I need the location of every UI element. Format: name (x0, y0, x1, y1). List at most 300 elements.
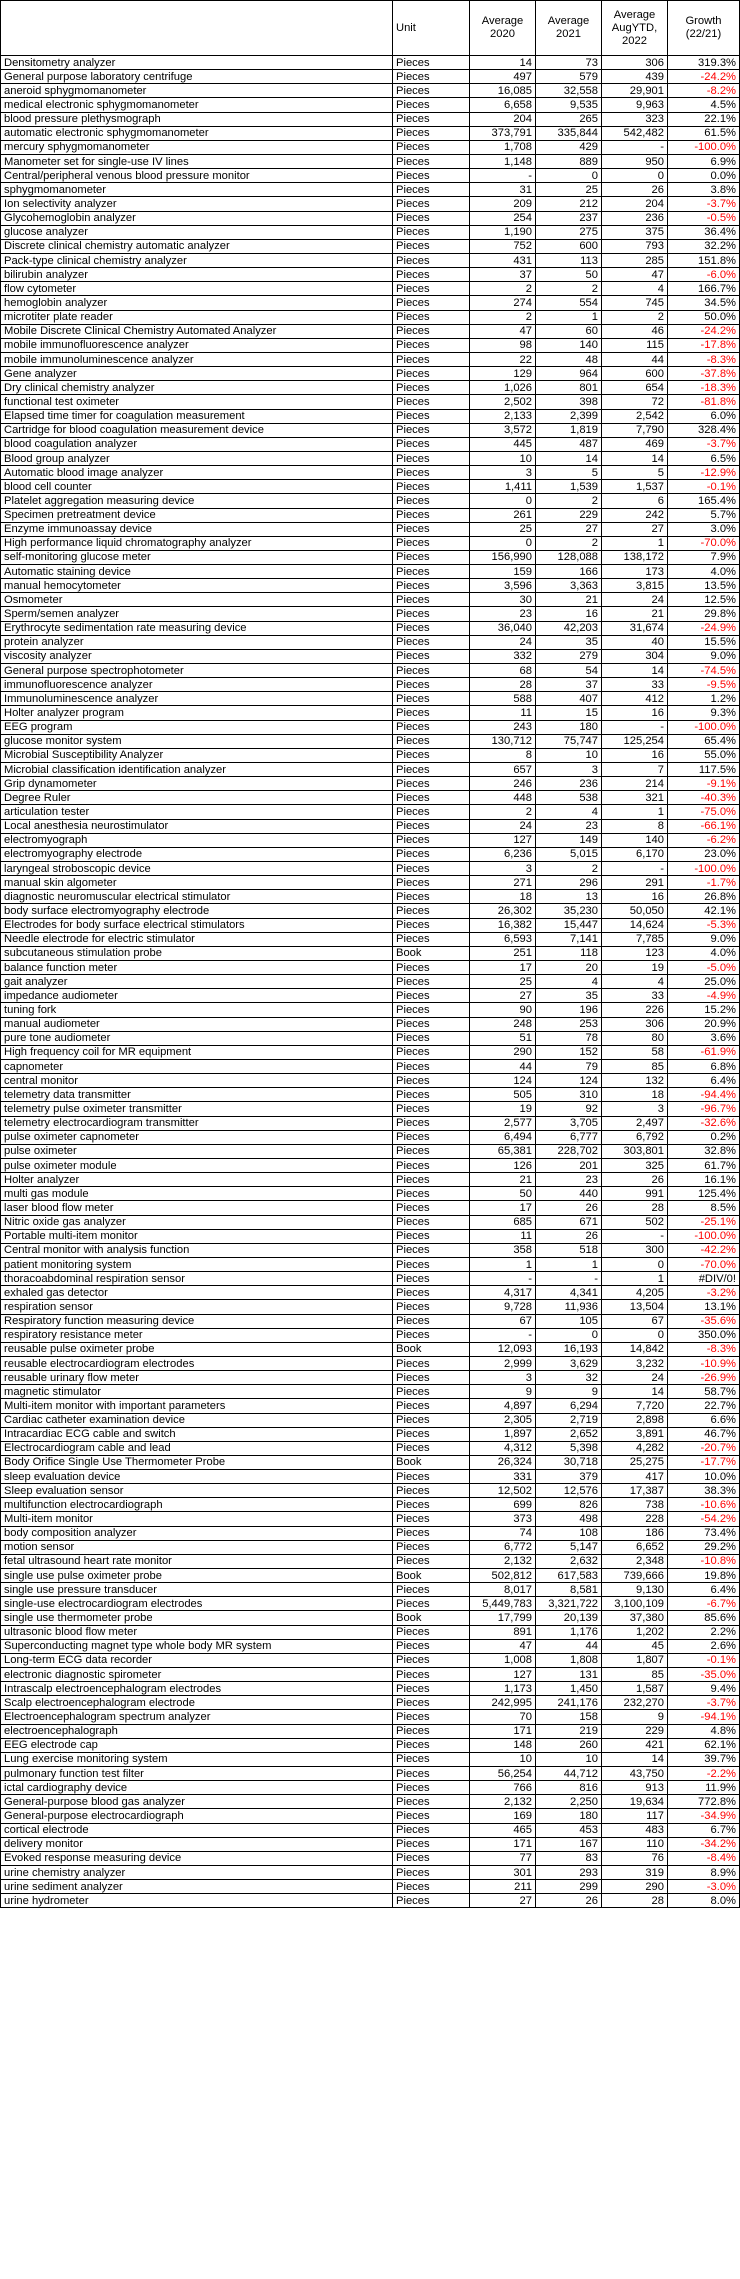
unit-cell: Book (393, 1342, 470, 1356)
average-2021-cell: 9 (536, 1385, 602, 1399)
item-name-cell: Blood group analyzer (1, 451, 393, 465)
average-2021-cell: 2,632 (536, 1554, 602, 1568)
table-row (1, 1300, 740, 1314)
item-name-cell: telemetry electrocardiogram transmitter (1, 1116, 393, 1130)
average-2020-cell: 24 (470, 635, 536, 649)
average-2021-cell: 1 (536, 1257, 602, 1271)
item-name-cell: bilirubin analyzer (1, 268, 393, 282)
growth-cell: -18.3% (668, 381, 740, 395)
table-row (1, 621, 740, 635)
table-row (1, 310, 740, 324)
item-name-cell: Microbial classification identification analyzer (1, 763, 393, 777)
item-name-cell: laser blood flow meter (1, 1201, 393, 1215)
item-name-cell: mercury sphygmomanometer (1, 140, 393, 154)
average-2021-cell: 4,341 (536, 1286, 602, 1300)
item-name-cell: capnometer (1, 1059, 393, 1073)
item-name-cell: central monitor (1, 1074, 393, 1088)
unit-cell: Pieces (393, 579, 470, 593)
item-name-cell: Holter analyzer program (1, 706, 393, 720)
average-augytd-2022-cell: 4,282 (602, 1441, 668, 1455)
unit-cell: Pieces (393, 1158, 470, 1172)
item-name-cell: Local anesthesia neurostimulator (1, 819, 393, 833)
table-row (1, 1158, 740, 1172)
average-2021-cell: 600 (536, 239, 602, 253)
average-2020-cell: 18 (470, 890, 536, 904)
average-2021-cell: 158 (536, 1710, 602, 1724)
average-2021-cell: 260 (536, 1738, 602, 1752)
average-2020-cell: 16,382 (470, 918, 536, 932)
growth-cell: 328.4% (668, 423, 740, 437)
item-name-cell: High frequency coil for MR equipment (1, 1045, 393, 1059)
growth-cell: 22.1% (668, 112, 740, 126)
growth-cell: 4.5% (668, 98, 740, 112)
average-2020-cell: 261 (470, 508, 536, 522)
unit-cell: Pieces (393, 1639, 470, 1653)
table-row (1, 268, 740, 282)
average-augytd-2022-cell: 14 (602, 451, 668, 465)
table-row (1, 961, 740, 975)
unit-cell: Pieces (393, 310, 470, 324)
table-row (1, 946, 740, 960)
average-2021-cell: 35,230 (536, 904, 602, 918)
average-augytd-2022-cell: 18 (602, 1088, 668, 1102)
table-row (1, 1201, 740, 1215)
average-augytd-2022-cell: 745 (602, 296, 668, 310)
average-2020-cell: 2,305 (470, 1413, 536, 1427)
growth-cell: -100.0% (668, 140, 740, 154)
growth-cell: 9.0% (668, 932, 740, 946)
item-name-cell: cortical electrode (1, 1823, 393, 1837)
table-row (1, 480, 740, 494)
growth-cell: -100.0% (668, 862, 740, 876)
growth-cell: 13.1% (668, 1300, 740, 1314)
unit-cell: Pieces (393, 1074, 470, 1088)
average-augytd-2022-cell: 229 (602, 1724, 668, 1738)
item-name-cell: subcutaneous stimulation probe (1, 946, 393, 960)
header-average-2020: Average 2020 (470, 1, 536, 56)
item-name-cell: EEG program (1, 720, 393, 734)
table-row (1, 140, 740, 154)
table-row (1, 1738, 740, 1752)
average-2020-cell: 30 (470, 593, 536, 607)
growth-cell: 85.6% (668, 1611, 740, 1625)
average-augytd-2022-cell: 739,666 (602, 1569, 668, 1583)
unit-cell: Pieces (393, 876, 470, 890)
item-name-cell: Immunoluminescence analyzer (1, 692, 393, 706)
growth-cell: 62.1% (668, 1738, 740, 1752)
average-2020-cell: 4,317 (470, 1286, 536, 1300)
average-2020-cell: 156,990 (470, 550, 536, 564)
table-row (1, 1583, 740, 1597)
average-2020-cell: 17 (470, 961, 536, 975)
item-name-cell: Multi-item monitor with important parameters (1, 1399, 393, 1413)
average-augytd-2022-cell: 21 (602, 607, 668, 621)
table-row (1, 1823, 740, 1837)
table-row (1, 706, 740, 720)
average-2020-cell: 1,897 (470, 1427, 536, 1441)
average-2021-cell: 265 (536, 112, 602, 126)
table-row (1, 1314, 740, 1328)
table-row (1, 805, 740, 819)
item-name-cell: pure tone audiometer (1, 1031, 393, 1045)
average-2020-cell: 254 (470, 211, 536, 225)
table-row (1, 1498, 740, 1512)
average-2020-cell: 2,133 (470, 409, 536, 423)
growth-cell: -32.6% (668, 1116, 740, 1130)
table-body (1, 56, 740, 1908)
growth-cell: 8.0% (668, 1894, 740, 1908)
table-row (1, 1059, 740, 1073)
unit-cell: Pieces (393, 1003, 470, 1017)
average-augytd-2022-cell: 421 (602, 1738, 668, 1752)
average-2021-cell: 44,712 (536, 1767, 602, 1781)
table-row (1, 1074, 740, 1088)
average-2020-cell: 2 (470, 310, 536, 324)
average-2021-cell: 42,203 (536, 621, 602, 635)
average-2021-cell: 236 (536, 777, 602, 791)
item-name-cell: mobile immunofluorescence analyzer (1, 338, 393, 352)
growth-cell: 6.8% (668, 1059, 740, 1073)
average-2020-cell: 12,093 (470, 1342, 536, 1356)
unit-cell: Pieces (393, 1653, 470, 1667)
header-row (1, 1, 740, 56)
average-2020-cell: 67 (470, 1314, 536, 1328)
item-name-cell: Nitric oxide gas analyzer (1, 1215, 393, 1229)
growth-cell: 20.9% (668, 1017, 740, 1031)
average-augytd-2022-cell: 204 (602, 197, 668, 211)
table-row (1, 550, 740, 564)
unit-cell: Pieces (393, 381, 470, 395)
average-augytd-2022-cell: 323 (602, 112, 668, 126)
unit-cell: Pieces (393, 607, 470, 621)
average-augytd-2022-cell: 1,537 (602, 480, 668, 494)
average-augytd-2022-cell: 793 (602, 239, 668, 253)
growth-cell: 34.5% (668, 296, 740, 310)
table-row (1, 253, 740, 267)
table-row (1, 763, 740, 777)
average-augytd-2022-cell: 24 (602, 593, 668, 607)
unit-cell: Pieces (393, 126, 470, 140)
unit-cell: Pieces (393, 1045, 470, 1059)
average-2020-cell: 2,502 (470, 395, 536, 409)
unit-cell: Pieces (393, 1413, 470, 1427)
average-2021-cell: 44 (536, 1639, 602, 1653)
growth-cell: #DIV/0! (668, 1272, 740, 1286)
average-augytd-2022-cell: 319 (602, 1866, 668, 1880)
average-2020-cell: 588 (470, 692, 536, 706)
average-2021-cell: 3,629 (536, 1356, 602, 1370)
unit-cell: Pieces (393, 975, 470, 989)
growth-cell: 125.4% (668, 1187, 740, 1201)
unit-cell: Pieces (393, 678, 470, 692)
average-augytd-2022-cell: 17,387 (602, 1484, 668, 1498)
item-name-cell: pulmonary function test filter (1, 1767, 393, 1781)
table-row (1, 1639, 740, 1653)
average-augytd-2022-cell: 4 (602, 282, 668, 296)
growth-cell: 26.8% (668, 890, 740, 904)
average-2020-cell: 211 (470, 1880, 536, 1894)
average-2021-cell: 538 (536, 791, 602, 805)
average-2021-cell: 15 (536, 706, 602, 720)
table-row (1, 154, 740, 168)
average-2020-cell: 766 (470, 1781, 536, 1795)
table-row (1, 197, 740, 211)
unit-cell: Pieces (393, 338, 470, 352)
average-augytd-2022-cell: 25,275 (602, 1455, 668, 1469)
average-2021-cell: 554 (536, 296, 602, 310)
average-augytd-2022-cell: 0 (602, 1257, 668, 1271)
unit-cell: Pieces (393, 480, 470, 494)
average-2020-cell: 271 (470, 876, 536, 890)
item-name-cell: flow cytometer (1, 282, 393, 296)
average-augytd-2022-cell: 291 (602, 876, 668, 890)
average-augytd-2022-cell: 6,652 (602, 1540, 668, 1554)
average-2020-cell: 1,190 (470, 225, 536, 239)
unit-cell: Pieces (393, 1724, 470, 1738)
average-2021-cell: 73 (536, 56, 602, 70)
growth-cell: 165.4% (668, 494, 740, 508)
average-2020-cell: 246 (470, 777, 536, 791)
table-row (1, 678, 740, 692)
growth-cell: -96.7% (668, 1102, 740, 1116)
average-2021-cell: 23 (536, 1173, 602, 1187)
average-2021-cell: 5 (536, 466, 602, 480)
average-2021-cell: 2 (536, 494, 602, 508)
unit-cell: Pieces (393, 1088, 470, 1102)
average-2020-cell: 19 (470, 1102, 536, 1116)
item-name-cell: Holter analyzer (1, 1173, 393, 1187)
table-row (1, 84, 740, 98)
unit-cell: Pieces (393, 423, 470, 437)
average-2021-cell: 275 (536, 225, 602, 239)
unit-cell: Pieces (393, 565, 470, 579)
average-2020-cell: 251 (470, 946, 536, 960)
average-2020-cell: 497 (470, 70, 536, 84)
unit-cell: Pieces (393, 805, 470, 819)
average-2020-cell: 11 (470, 706, 536, 720)
unit-cell: Pieces (393, 664, 470, 678)
table-row (1, 169, 740, 183)
average-2020-cell: 373 (470, 1512, 536, 1526)
average-augytd-2022-cell: 375 (602, 225, 668, 239)
average-2021-cell: 166 (536, 565, 602, 579)
average-augytd-2022-cell: 300 (602, 1243, 668, 1257)
unit-cell: Book (393, 946, 470, 960)
item-name-cell: urine hydrometer (1, 1894, 393, 1908)
average-2021-cell: 1 (536, 310, 602, 324)
item-name-cell: impedance audiometer (1, 989, 393, 1003)
average-augytd-2022-cell: 13,504 (602, 1300, 668, 1314)
item-name-cell: fetal ultrasound heart rate monitor (1, 1554, 393, 1568)
table-row (1, 183, 740, 197)
table-row (1, 1795, 740, 1809)
unit-cell: Pieces (393, 98, 470, 112)
average-2021-cell: 1,450 (536, 1682, 602, 1696)
average-2021-cell: 2,652 (536, 1427, 602, 1441)
average-2021-cell: 113 (536, 253, 602, 267)
average-2021-cell: 48 (536, 352, 602, 366)
item-name-cell: Long-term ECG data recorder (1, 1653, 393, 1667)
item-name-cell: single use pressure transducer (1, 1583, 393, 1597)
average-augytd-2022-cell: 991 (602, 1187, 668, 1201)
average-2020-cell: 25 (470, 975, 536, 989)
growth-cell: -10.9% (668, 1356, 740, 1370)
growth-cell: -8.4% (668, 1851, 740, 1865)
growth-cell: 61.5% (668, 126, 740, 140)
average-augytd-2022-cell: 7,720 (602, 1399, 668, 1413)
average-augytd-2022-cell: 117 (602, 1809, 668, 1823)
average-2020-cell: 171 (470, 1724, 536, 1738)
average-augytd-2022-cell: 306 (602, 56, 668, 70)
item-name-cell: Specimen pretreatment device (1, 508, 393, 522)
table-row (1, 1625, 740, 1639)
unit-cell: Pieces (393, 1498, 470, 1512)
average-2021-cell: 801 (536, 381, 602, 395)
table-row (1, 1866, 740, 1880)
growth-cell: 3.6% (668, 1031, 740, 1045)
table-row (1, 734, 740, 748)
average-2021-cell: 407 (536, 692, 602, 706)
average-augytd-2022-cell: 8 (602, 819, 668, 833)
average-2021-cell: 20,139 (536, 1611, 602, 1625)
table-row (1, 1342, 740, 1356)
item-name-cell: Superconducting magnet type whole body MR system (1, 1639, 393, 1653)
growth-cell: 151.8% (668, 253, 740, 267)
table-row (1, 1003, 740, 1017)
growth-cell: -94.1% (668, 1710, 740, 1724)
average-2021-cell: 1,539 (536, 480, 602, 494)
average-2020-cell: 465 (470, 1823, 536, 1837)
unit-cell: Pieces (393, 1625, 470, 1639)
unit-cell: Pieces (393, 1837, 470, 1851)
average-2020-cell: 23 (470, 607, 536, 621)
average-2020-cell: 77 (470, 1851, 536, 1865)
average-2021-cell: 518 (536, 1243, 602, 1257)
growth-cell: 6.5% (668, 451, 740, 465)
average-2021-cell: 498 (536, 1512, 602, 1526)
average-2021-cell: 0 (536, 1328, 602, 1342)
average-2020-cell: 90 (470, 1003, 536, 1017)
average-augytd-2022-cell: 542,482 (602, 126, 668, 140)
growth-cell: -37.8% (668, 367, 740, 381)
table-row (1, 1130, 740, 1144)
average-augytd-2022-cell: 5 (602, 466, 668, 480)
growth-cell: -70.0% (668, 1257, 740, 1271)
table-row (1, 409, 740, 423)
table-row (1, 1484, 740, 1498)
table-row (1, 876, 740, 890)
item-name-cell: blood cell counter (1, 480, 393, 494)
average-augytd-2022-cell: 7,785 (602, 932, 668, 946)
average-2021-cell: 1,819 (536, 423, 602, 437)
table-row (1, 324, 740, 338)
average-augytd-2022-cell: 469 (602, 437, 668, 451)
item-name-cell: Ion selectivity analyzer (1, 197, 393, 211)
unit-cell: Pieces (393, 1187, 470, 1201)
item-name-cell: Intracardiac ECG cable and switch (1, 1427, 393, 1441)
average-2021-cell: 8,581 (536, 1583, 602, 1597)
average-augytd-2022-cell: 80 (602, 1031, 668, 1045)
average-2021-cell: 429 (536, 140, 602, 154)
table-row (1, 126, 740, 140)
unit-cell: Pieces (393, 451, 470, 465)
unit-cell: Pieces (393, 1682, 470, 1696)
average-augytd-2022-cell: 14 (602, 664, 668, 678)
unit-cell: Pieces (393, 239, 470, 253)
average-2020-cell: 51 (470, 1031, 536, 1045)
average-2020-cell: 11 (470, 1229, 536, 1243)
average-2020-cell: 127 (470, 833, 536, 847)
table-row (1, 847, 740, 861)
item-name-cell: telemetry data transmitter (1, 1088, 393, 1102)
average-2020-cell: 28 (470, 678, 536, 692)
unit-cell: Pieces (393, 1767, 470, 1781)
growth-cell: -9.1% (668, 777, 740, 791)
growth-cell: -5.0% (668, 961, 740, 975)
item-name-cell: reusable urinary flow meter (1, 1371, 393, 1385)
unit-cell: Pieces (393, 890, 470, 904)
average-2021-cell: 453 (536, 1823, 602, 1837)
average-augytd-2022-cell: 7,790 (602, 423, 668, 437)
average-2021-cell: 54 (536, 664, 602, 678)
unit-cell: Pieces (393, 932, 470, 946)
average-2021-cell: 2 (536, 282, 602, 296)
average-augytd-2022-cell: 6 (602, 494, 668, 508)
average-2020-cell: 373,791 (470, 126, 536, 140)
average-2020-cell: 6,658 (470, 98, 536, 112)
table-row (1, 635, 740, 649)
average-2021-cell: 398 (536, 395, 602, 409)
unit-cell: Pieces (393, 1823, 470, 1837)
average-augytd-2022-cell: 303,801 (602, 1144, 668, 1158)
average-augytd-2022-cell: 85 (602, 1059, 668, 1073)
unit-cell: Pieces (393, 140, 470, 154)
average-2021-cell: 228,702 (536, 1144, 602, 1158)
table-row (1, 692, 740, 706)
table-row (1, 338, 740, 352)
table-row (1, 1399, 740, 1413)
table-row (1, 381, 740, 395)
average-augytd-2022-cell: 16 (602, 706, 668, 720)
average-augytd-2022-cell: 19 (602, 961, 668, 975)
average-2021-cell: 16,193 (536, 1342, 602, 1356)
header-growth: Growth (22/21) (668, 1, 740, 56)
average-2020-cell: 25 (470, 522, 536, 536)
table-row (1, 70, 740, 84)
average-augytd-2022-cell: 6,170 (602, 847, 668, 861)
average-2021-cell: 4 (536, 805, 602, 819)
unit-cell: Pieces (393, 536, 470, 550)
average-2020-cell: 27 (470, 1894, 536, 1908)
average-2021-cell: 140 (536, 338, 602, 352)
average-2020-cell: 448 (470, 791, 536, 805)
unit-cell: Pieces (393, 169, 470, 183)
growth-cell: -40.3% (668, 791, 740, 805)
growth-cell: -70.0% (668, 536, 740, 550)
average-2021-cell: 83 (536, 1851, 602, 1865)
average-augytd-2022-cell: 58 (602, 1045, 668, 1059)
growth-cell: 4.0% (668, 565, 740, 579)
unit-cell: Pieces (393, 1229, 470, 1243)
average-2020-cell: 0 (470, 536, 536, 550)
item-name-cell: electronic diagnostic spirometer (1, 1668, 393, 1682)
average-augytd-2022-cell: 214 (602, 777, 668, 791)
item-name-cell: telemetry pulse oximeter transmitter (1, 1102, 393, 1116)
table-row (1, 1371, 740, 1385)
unit-cell: Pieces (393, 1116, 470, 1130)
table-row (1, 1144, 740, 1158)
table-row (1, 1116, 740, 1130)
